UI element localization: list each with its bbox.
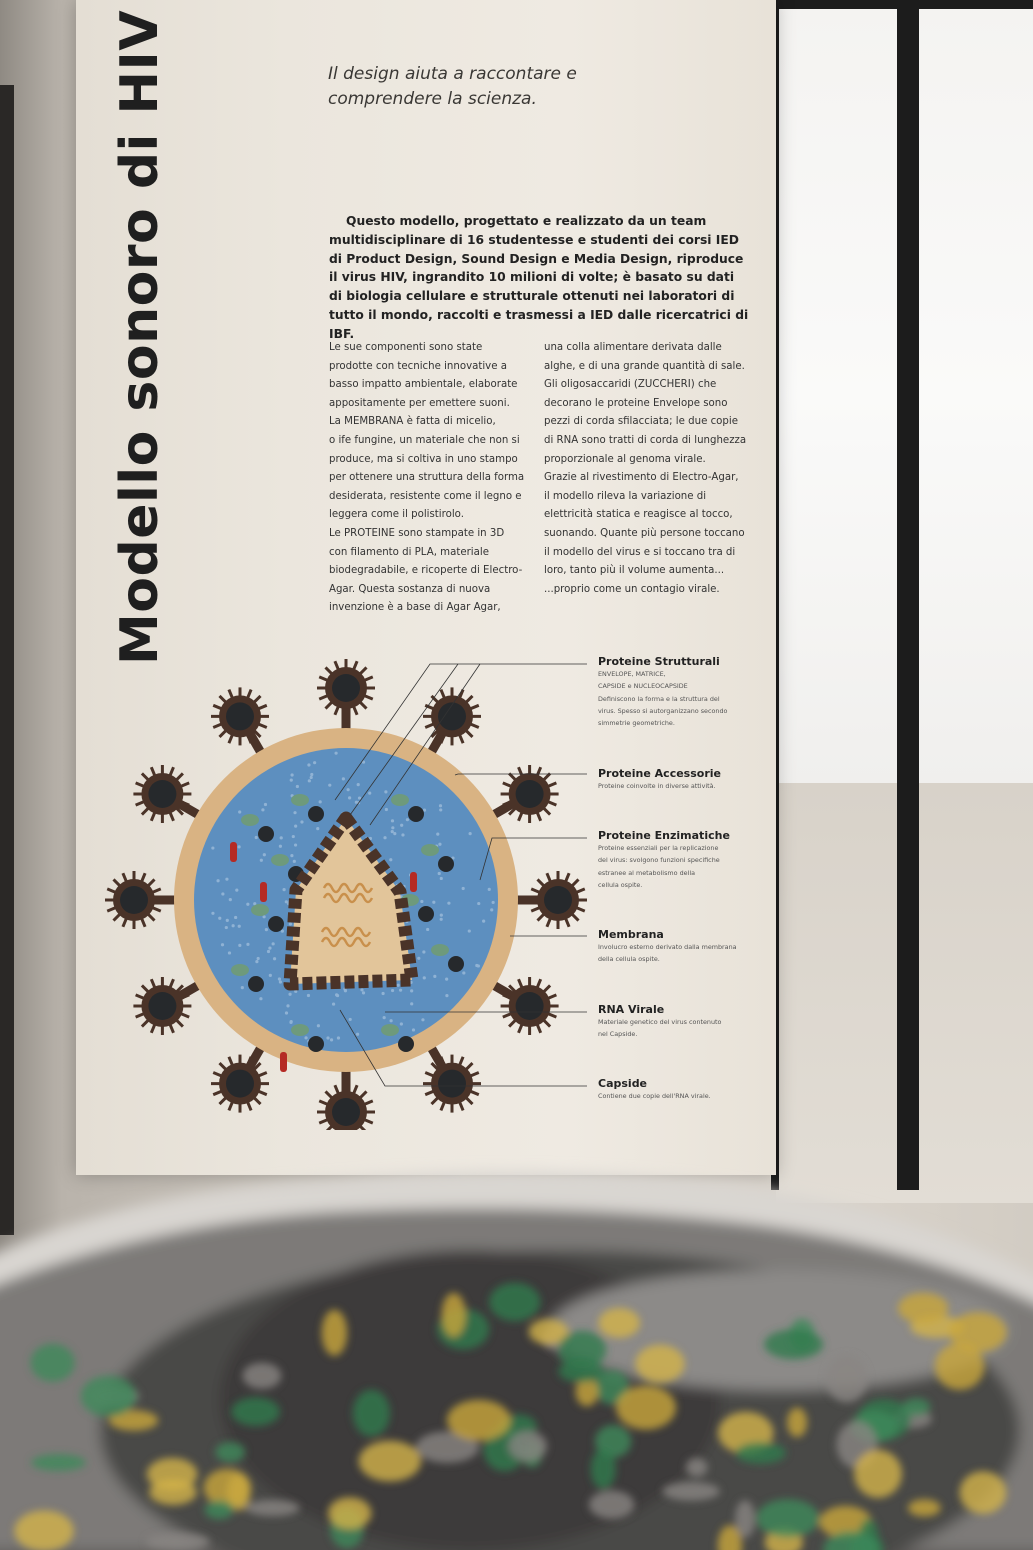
matrix-dot xyxy=(294,843,297,846)
matrix-dot xyxy=(263,853,266,856)
matrix-dot xyxy=(263,915,266,918)
matrix-dot xyxy=(391,826,394,829)
spike-core xyxy=(226,702,254,730)
legend-title: Capside xyxy=(598,1077,648,1090)
legend-proteine-enzimatiche xyxy=(598,829,758,891)
matrix-dot xyxy=(288,993,291,996)
enzymatic-protein xyxy=(448,956,464,972)
model-blob xyxy=(558,1359,603,1382)
model-blob xyxy=(328,1497,372,1529)
legend-description: Materiale genetico del virus contenuto nel Capside. xyxy=(598,1018,722,1039)
enzymatic-protein xyxy=(248,976,264,992)
matrix-dot xyxy=(358,796,361,799)
legend-proteine-strutturali xyxy=(598,655,758,729)
legend-membrana xyxy=(598,928,758,966)
text-line: invenzione è a base di Agar Agar, xyxy=(329,602,501,614)
matrix-dot xyxy=(433,975,436,978)
matrix-dot xyxy=(469,832,472,835)
text-line: con filamento di PLA, materiale xyxy=(329,546,489,558)
matrix-dot xyxy=(391,989,394,992)
matrix-dot xyxy=(475,964,478,967)
matrix-dot xyxy=(389,1019,392,1022)
accessory-protein xyxy=(391,794,409,806)
matrix-dot xyxy=(282,888,285,891)
text-line: La MEMBRANA è fatta di micelio, xyxy=(329,416,496,428)
text-column-1 xyxy=(329,339,529,618)
model-blob xyxy=(662,1482,719,1501)
window-frame-middle xyxy=(897,0,919,1190)
spike-core xyxy=(438,1070,466,1098)
model-blob xyxy=(764,1330,823,1360)
enzymatic-protein xyxy=(308,806,324,822)
matrix-dot xyxy=(264,803,267,806)
matrix-dot xyxy=(259,997,262,1000)
spike-head xyxy=(211,1055,269,1113)
model-blob xyxy=(735,1500,755,1537)
matrix-dot xyxy=(356,1033,359,1036)
protein-marker xyxy=(280,1052,287,1072)
model-blob xyxy=(635,1345,684,1383)
matrix-dot xyxy=(310,776,313,779)
spike-head xyxy=(423,687,481,745)
matrix-dot xyxy=(336,994,339,997)
legend-title: Proteine Strutturali xyxy=(598,655,720,668)
matrix-dot xyxy=(279,980,282,983)
tagline-line: comprendere la scienza. xyxy=(328,89,537,109)
matrix-dot xyxy=(273,957,276,960)
spike-core xyxy=(226,1070,254,1098)
model-blob xyxy=(949,1312,1006,1352)
matrix-dot xyxy=(296,785,299,788)
model-blob xyxy=(616,1386,676,1430)
spike-head xyxy=(529,871,587,929)
text-line: il modello rileva la variazione di xyxy=(544,490,707,502)
model-blob xyxy=(902,1398,930,1416)
legend-description: ENVELOPE, MATRICE, CAPSIDE e NUCLEOCAPSIDE Definiscono la forma e la struttura del virus. Spesso si autorganizzano secondo simmetrie geometriche. xyxy=(598,670,728,728)
hiv-virus-diagram xyxy=(100,650,600,1130)
matrix-dot xyxy=(218,917,221,920)
legend-title: Membrana xyxy=(598,928,664,941)
text-line: per ottenere una struttura della forma xyxy=(329,472,525,484)
model-blob xyxy=(756,1499,819,1537)
matrix-dot xyxy=(440,918,443,921)
accessory-protein xyxy=(241,814,259,826)
matrix-dot xyxy=(357,783,360,786)
legend-description: Proteine essenziali per la replicazione del virus: svolgono funzioni specifiche estranee al metabolismo della cellula ospite. xyxy=(598,844,720,889)
spike-head xyxy=(211,687,269,745)
matrix-dot xyxy=(238,925,241,928)
matrix-dot xyxy=(278,977,281,980)
matrix-dot xyxy=(235,889,238,892)
text-line: elettricità statica e reagisce al tocco, xyxy=(544,509,733,521)
legend-title: Proteine Enzimatiche xyxy=(598,829,730,842)
matrix-dot xyxy=(399,989,402,992)
matrix-dot xyxy=(393,832,396,835)
model-blob xyxy=(246,1500,300,1516)
model-blob xyxy=(204,1469,251,1507)
text-line: pezzi di corda sfilacciata; le due copie xyxy=(544,416,738,428)
accessory-protein xyxy=(251,904,269,916)
model-blob xyxy=(589,1491,634,1519)
accessory-protein xyxy=(291,794,309,806)
model-blob xyxy=(14,1511,73,1550)
legend-description: Contiene due copie dell'RNA virale. xyxy=(598,1092,711,1100)
model-blob xyxy=(322,1310,348,1356)
model-blob xyxy=(854,1450,902,1498)
legend-proteine-accessorie xyxy=(598,767,758,792)
tagline-line: Il design aiuta a raccontare e xyxy=(328,64,577,84)
matrix-dot xyxy=(292,835,295,838)
matrix-dot xyxy=(426,928,429,931)
matrix-dot xyxy=(447,902,450,905)
text-line: leggera come il polistirolo. xyxy=(329,509,464,521)
matrix-dot xyxy=(313,761,316,764)
spike-head xyxy=(317,659,375,717)
spike-head xyxy=(105,871,163,929)
text-line: proporzionale al genoma virale. xyxy=(544,453,706,465)
matrix-dot xyxy=(238,810,241,813)
matrix-dot xyxy=(420,900,423,903)
matrix-dot xyxy=(246,903,249,906)
accessory-protein xyxy=(431,944,449,956)
model-blob xyxy=(826,1355,867,1402)
matrix-dot xyxy=(293,860,296,863)
model-blob xyxy=(146,1533,209,1549)
spike-core xyxy=(332,674,360,702)
matrix-dot xyxy=(319,800,322,803)
matrix-dot xyxy=(211,846,214,849)
matrix-dot xyxy=(436,833,439,836)
model-blob xyxy=(508,1431,547,1462)
text-line: ...proprio come un contagio virale. xyxy=(544,583,720,595)
intro-paragraph: Questo modello, progettato e realizzato da un team multidisciplinare di 16 studentesse e studenti dei corsi IED di Product Design, Sound Design e Media Design, riproduce il virus HIV, ingrandito 10 milioni di volte; è basato su dati di biologia cellulare e strutturale ottenuti nei laboratori di tutto il mondo, raccolti e trasmessi a IED dalle ricercatrici di IBF. xyxy=(329,214,749,341)
matrix-dot xyxy=(260,859,263,862)
matrix-dot xyxy=(290,854,293,857)
enzymatic-protein xyxy=(418,906,434,922)
model-blob xyxy=(81,1376,137,1417)
legend-capside xyxy=(598,1077,758,1102)
text-line: una colla alimentare derivata dalle xyxy=(544,342,722,353)
accessory-protein xyxy=(231,964,249,976)
matrix-dot xyxy=(290,1020,293,1023)
matrix-dot xyxy=(423,976,426,979)
matrix-dot xyxy=(241,986,244,989)
legend-title: Proteine Accessorie xyxy=(598,767,721,780)
model-blob xyxy=(215,1442,245,1462)
vertical-title: Modello sonoro di HIV xyxy=(110,9,170,665)
matrix-dot xyxy=(280,836,283,839)
enzymatic-protein xyxy=(268,916,284,932)
matrix-dot xyxy=(304,1036,307,1039)
matrix-dot xyxy=(362,991,365,994)
matrix-dot xyxy=(326,1036,329,1039)
matrix-dot xyxy=(286,1004,289,1007)
model-blob xyxy=(598,1308,640,1338)
legend-rna-virale xyxy=(598,1003,758,1041)
matrix-dot xyxy=(290,778,293,781)
matrix-dot xyxy=(360,988,363,991)
matrix-dot xyxy=(211,912,214,915)
spike-head xyxy=(133,765,191,823)
text-line: prodotte con tecniche innovative a xyxy=(329,360,507,372)
matrix-dot xyxy=(272,942,275,945)
spike-core xyxy=(148,780,176,808)
matrix-dot xyxy=(289,922,292,925)
matrix-dot xyxy=(397,984,400,987)
matrix-dot xyxy=(221,892,224,895)
model-blob xyxy=(359,1441,422,1482)
spike-core xyxy=(438,702,466,730)
spike-head xyxy=(501,977,559,1035)
model-blob xyxy=(898,1293,948,1324)
matrix-dot xyxy=(221,943,224,946)
text-line: produce, ma si coltiva in uno stampo xyxy=(329,453,518,465)
matrix-dot xyxy=(257,957,260,960)
model-blob xyxy=(205,1500,234,1519)
display-case-edge xyxy=(0,85,14,1235)
text-line: di RNA sono tratti di corda di lunghezza xyxy=(544,434,747,446)
text-line: Le PROTEINE sono stampate in 3D xyxy=(329,527,505,539)
text-line: Agar. Questa sostanza di nuova xyxy=(329,583,491,595)
window-frame-top xyxy=(776,0,1033,9)
enzymatic-protein xyxy=(438,856,454,872)
model-blob xyxy=(447,1400,511,1441)
matrix-dot xyxy=(294,825,297,828)
matrix-dot xyxy=(261,808,264,811)
matrix-dot xyxy=(439,804,442,807)
virus-model-sculpture xyxy=(0,1150,1033,1550)
matrix-dot xyxy=(406,818,409,821)
matrix-dot xyxy=(293,811,296,814)
model-blob xyxy=(591,1449,616,1490)
matrix-dot xyxy=(400,1022,403,1025)
legend-title: RNA Virale xyxy=(598,1003,665,1016)
accessory-protein xyxy=(381,1024,399,1036)
matrix-dot xyxy=(384,790,387,793)
matrix-dot xyxy=(279,845,282,848)
text-line: Grazie al rivestimento di Electro-Agar, xyxy=(544,472,739,484)
model-blob xyxy=(908,1499,941,1516)
enzymatic-protein xyxy=(398,1036,414,1052)
matrix-dot xyxy=(291,773,294,776)
enzymatic-protein xyxy=(308,1036,324,1052)
accessory-protein xyxy=(421,844,439,856)
enzymatic-protein xyxy=(258,826,274,842)
text-line: Gli oligosaccaridi (ZUCCHERI) che xyxy=(544,379,717,391)
spike-head xyxy=(317,1083,375,1130)
matrix-dot xyxy=(255,836,258,839)
matrix-dot xyxy=(267,950,270,953)
matrix-dot xyxy=(488,888,491,891)
tagline xyxy=(328,62,648,112)
model-blob xyxy=(489,1283,540,1321)
spike-core xyxy=(516,780,544,808)
matrix-dot xyxy=(462,887,465,890)
matrix-dot xyxy=(330,1038,333,1041)
matrix-dot xyxy=(317,1024,320,1027)
matrix-dot xyxy=(383,836,386,839)
matrix-dot xyxy=(391,819,394,822)
matrix-dot xyxy=(225,878,228,881)
matrix-dot xyxy=(238,845,241,848)
matrix-dot xyxy=(349,1018,352,1021)
spike-head xyxy=(423,1055,481,1113)
model-blob xyxy=(353,1390,390,1437)
matrix-dot xyxy=(422,950,425,953)
text-line: biodegradabile, e ricoperte di Electro- xyxy=(329,565,523,577)
text-line: basso impatto ambientale, elaborate xyxy=(329,379,518,391)
matrix-dot xyxy=(265,928,268,931)
model-blob xyxy=(242,1363,281,1389)
accessory-protein xyxy=(271,854,289,866)
matrix-dot xyxy=(285,1011,288,1014)
matrix-dot xyxy=(342,777,345,780)
text-line: alghe, e di una grande quantità di sale. xyxy=(544,360,745,372)
accessory-protein xyxy=(291,1024,309,1036)
matrix-dot xyxy=(269,974,272,977)
matrix-dot xyxy=(417,957,420,960)
matrix-dot xyxy=(410,1002,413,1005)
matrix-dot xyxy=(440,914,443,917)
protein-marker xyxy=(260,882,267,902)
legend-description: Proteine coinvolte in diverse attività. xyxy=(598,782,716,790)
matrix-dot xyxy=(432,901,435,904)
matrix-dot xyxy=(332,1002,335,1005)
matrix-dot xyxy=(440,877,443,880)
matrix-dot xyxy=(438,872,441,875)
matrix-dot xyxy=(445,994,448,997)
matrix-dot xyxy=(255,960,258,963)
model-blob xyxy=(787,1408,807,1438)
matrix-dot xyxy=(400,824,403,827)
model-blob xyxy=(442,1293,466,1337)
text-line: appositamente per emettere suoni. xyxy=(329,397,510,409)
model-blob xyxy=(31,1454,86,1471)
matrix-dot xyxy=(300,820,303,823)
matrix-dot xyxy=(477,902,480,905)
spike-core xyxy=(148,992,176,1020)
matrix-dot xyxy=(307,763,310,766)
matrix-dot xyxy=(316,827,319,830)
matrix-dot xyxy=(228,951,231,954)
matrix-dot xyxy=(401,833,404,836)
matrix-dot xyxy=(412,1028,415,1031)
matrix-dot xyxy=(234,916,237,919)
model-blob xyxy=(231,1397,280,1426)
text-column-2 xyxy=(544,339,747,599)
enzymatic-protein xyxy=(408,806,424,822)
matrix-dot xyxy=(482,920,485,923)
protein-marker xyxy=(410,872,417,892)
protein-marker xyxy=(230,842,237,862)
matrix-dot xyxy=(368,791,371,794)
model-blob xyxy=(686,1458,708,1477)
matrix-dot xyxy=(445,978,448,981)
matrix-dot xyxy=(328,784,331,787)
spike-head xyxy=(133,977,191,1035)
text-line: o ife fungine, un materiale che non si xyxy=(329,434,520,446)
matrix-dot xyxy=(226,919,229,922)
matrix-dot xyxy=(347,788,350,791)
matrix-dot xyxy=(308,779,311,782)
matrix-dot xyxy=(238,944,241,947)
matrix-dot xyxy=(438,843,441,846)
matrix-dot xyxy=(389,858,392,861)
matrix-dot xyxy=(307,994,310,997)
matrix-dot xyxy=(391,830,394,833)
text-line: il modello del virus e si toccano tra di xyxy=(544,546,736,558)
matrix-dot xyxy=(421,1018,424,1021)
model-blob xyxy=(960,1471,1007,1514)
model-blob xyxy=(735,1442,786,1464)
spike-core xyxy=(332,1098,360,1126)
text-line: decorano le proteine Envelope sono xyxy=(544,397,728,409)
matrix-dot xyxy=(337,1036,340,1039)
matrix-dot xyxy=(383,1016,386,1019)
matrix-dot xyxy=(232,924,235,927)
matrix-dot xyxy=(490,908,493,911)
matrix-dot xyxy=(381,992,384,995)
text-line: desiderata, resistente come il legno e xyxy=(329,490,522,502)
matrix-dot xyxy=(410,989,413,992)
legend-description: Involucro esterno derivato dalla membrana della cellula ospite. xyxy=(598,943,737,964)
text-line: Le sue componenti sono state xyxy=(329,342,483,353)
matrix-dot xyxy=(216,879,219,882)
matrix-dot xyxy=(246,943,249,946)
spike-core xyxy=(120,886,148,914)
matrix-dot xyxy=(225,926,228,929)
matrix-dot xyxy=(385,808,388,811)
matrix-dot xyxy=(310,773,313,776)
matrix-dot xyxy=(268,947,271,950)
model-blob xyxy=(30,1344,74,1382)
spike-core xyxy=(516,992,544,1020)
spike-core xyxy=(544,886,572,914)
matrix-dot xyxy=(334,752,337,755)
matrix-dot xyxy=(462,971,465,974)
text-line: suonando. Quante più persone toccano xyxy=(544,527,745,539)
model-blob xyxy=(147,1458,198,1491)
matrix-dot xyxy=(492,901,495,904)
matrix-dot xyxy=(468,929,471,932)
text-line: loro, tanto più il volume aumenta... xyxy=(544,565,725,577)
matrix-dot xyxy=(439,808,442,811)
matrix-dot xyxy=(229,898,232,901)
matrix-dot xyxy=(348,796,351,799)
